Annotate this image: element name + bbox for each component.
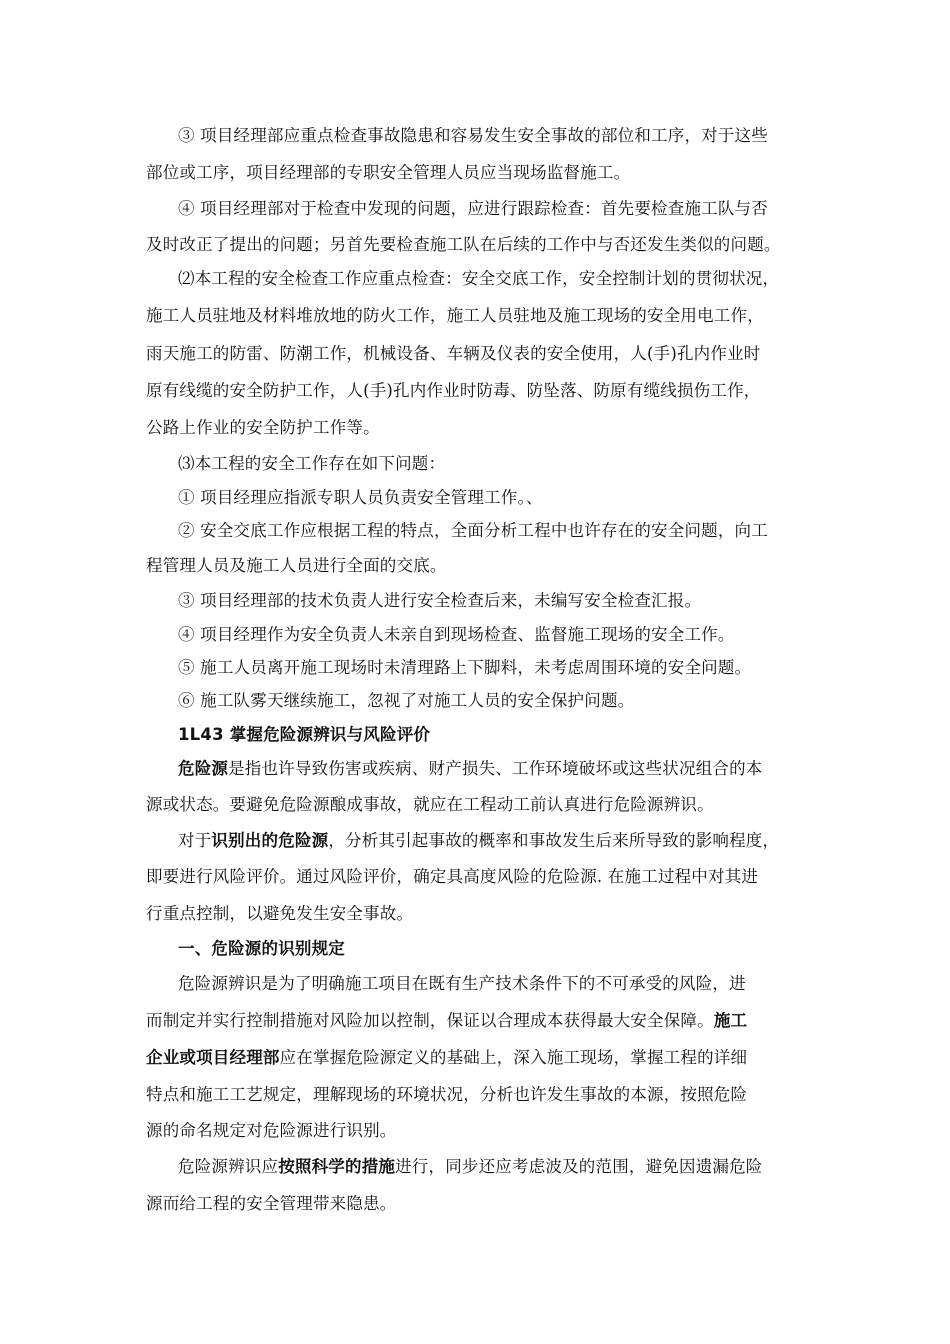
paragraph-line: 施工人员驻地及材料堆放地的防火工作，施工人员驻地及施工现场的安全用电工作，	[146, 306, 764, 325]
paragraph-line: 原有线缆的安全防护工作，人(手)孔内作业时防毒、防坠落、防原有缆线损伤工作，	[146, 381, 761, 400]
bold-term: 按照科学的措施	[278, 1157, 396, 1176]
paragraph-line: 源的命名规定对危险源进行识别。	[146, 1121, 397, 1140]
paragraph-line: 行重点控制，以避免发生安全事故。	[146, 904, 414, 923]
paragraph-line: ⑵本工程的安全检查工作应重点检查：安全交底工作，安全控制计划的贯彻状况，	[178, 269, 780, 288]
list-item: ⑤ 施工人员离开施工现场时未清理路上下脚料，未考虑周围环境的安全问题。	[178, 658, 752, 677]
paragraph-line: 特点和施工工艺规定，理解现场的环境状况，分析也许发生事故的本源，按照危险	[146, 1085, 748, 1104]
paragraph-line: 程管理人员及施工人员进行全面的交底。	[146, 556, 447, 575]
paragraph-line: ③ 项目经理部应重点检查事故隐患和容易发生安全事故的部位和工序，对于这些	[178, 126, 768, 145]
paragraph-line	[178, 830, 779, 852]
paragraph-line: 部位或工序，项目经理部的专职安全管理人员应当现场监督施工。	[146, 163, 631, 182]
text-run: 危险源辨识应	[178, 1157, 279, 1176]
text-run: 应在掌握危险源定义的基础上，深入施工现场，掌握工程的详细	[279, 1048, 748, 1067]
paragraph-line: 即要进行风险评价。通过风险评价，确定具高度风险的危险源. 在施工过程中对其进	[146, 867, 759, 886]
paragraph-line: 及时改正了提出的问题；另首先要检查施工队在后续的工作中与否还发生类似的问题。	[146, 235, 781, 254]
text-run: 对于	[178, 831, 212, 850]
paragraph-line: 源或状态。要避免危险源酿成事故，就应在工程动工前认真进行危险源辨识。	[146, 795, 714, 814]
sub-heading: 一、危险源的识别规定	[178, 939, 345, 958]
paragraph-line: 公路上作业的安全防护工作等。	[146, 418, 380, 437]
list-item: ② 安全交底工作应根据工程的特点，全面分析工程中也许存在的安全问题，向工	[178, 521, 768, 540]
paragraph-line: ④ 项目经理部对于检查中发现的问题，应进行跟踪检查：首先要检查施工队与否	[178, 199, 768, 218]
paragraph-line: ⑶本工程的安全工作存在如下问题：	[178, 454, 446, 473]
section-heading: 1L43 掌握危险源辨识与风险评价	[178, 725, 431, 744]
text-run: 而制定并实行控制措施对风险加以控制，保证以合理成本获得最大安全保障。	[146, 1011, 714, 1030]
paragraph-line	[178, 1156, 763, 1178]
text-run: ，分析其引起事故的概率和事故发生后来所导致的影响程度，	[328, 831, 780, 850]
bold-term: 企业或项目经理部	[146, 1048, 280, 1067]
list-item: ⑥ 施工队雾天继续施工，忽视了对施工人员的安全保护问题。	[178, 691, 635, 710]
paragraph-line: 危险源辨识是为了明确施工项目在既有生产技术条件下的不可承受的风险，进	[178, 974, 746, 993]
bold-term: 施工	[713, 1011, 748, 1030]
list-item: ③ 项目经理部的技术负责人进行安全检查后来，未编写安全检查汇报。	[178, 591, 702, 610]
list-item: ④ 项目经理作为安全负责人未亲自到现场检查、监督施工现场的安全工作。	[178, 625, 735, 644]
paragraph-line: 源而给工程的安全管理带来隐患。	[146, 1194, 397, 1213]
paragraph-line	[146, 1047, 747, 1069]
list-item: ① 项目经理应指派专职人员负责安全管理工作。、	[178, 488, 543, 507]
bold-term: 识别出的危险源	[211, 831, 329, 850]
paragraph-line	[178, 758, 763, 780]
paragraph-line	[146, 1010, 747, 1032]
text-run: 是指也许导致伤害或疾病、财产损失、工作环境破坏或这些状况组合的本	[228, 759, 763, 778]
paragraph-line: 雨天施工的防雷、防潮工作，机械设备、车辆及仪表的安全使用，人(手)孔内作业时	[146, 344, 761, 363]
text-run: 进行，同步还应考虑波及的范围，避免因遗漏危险	[395, 1157, 763, 1176]
bold-term: 危险源	[178, 759, 229, 778]
